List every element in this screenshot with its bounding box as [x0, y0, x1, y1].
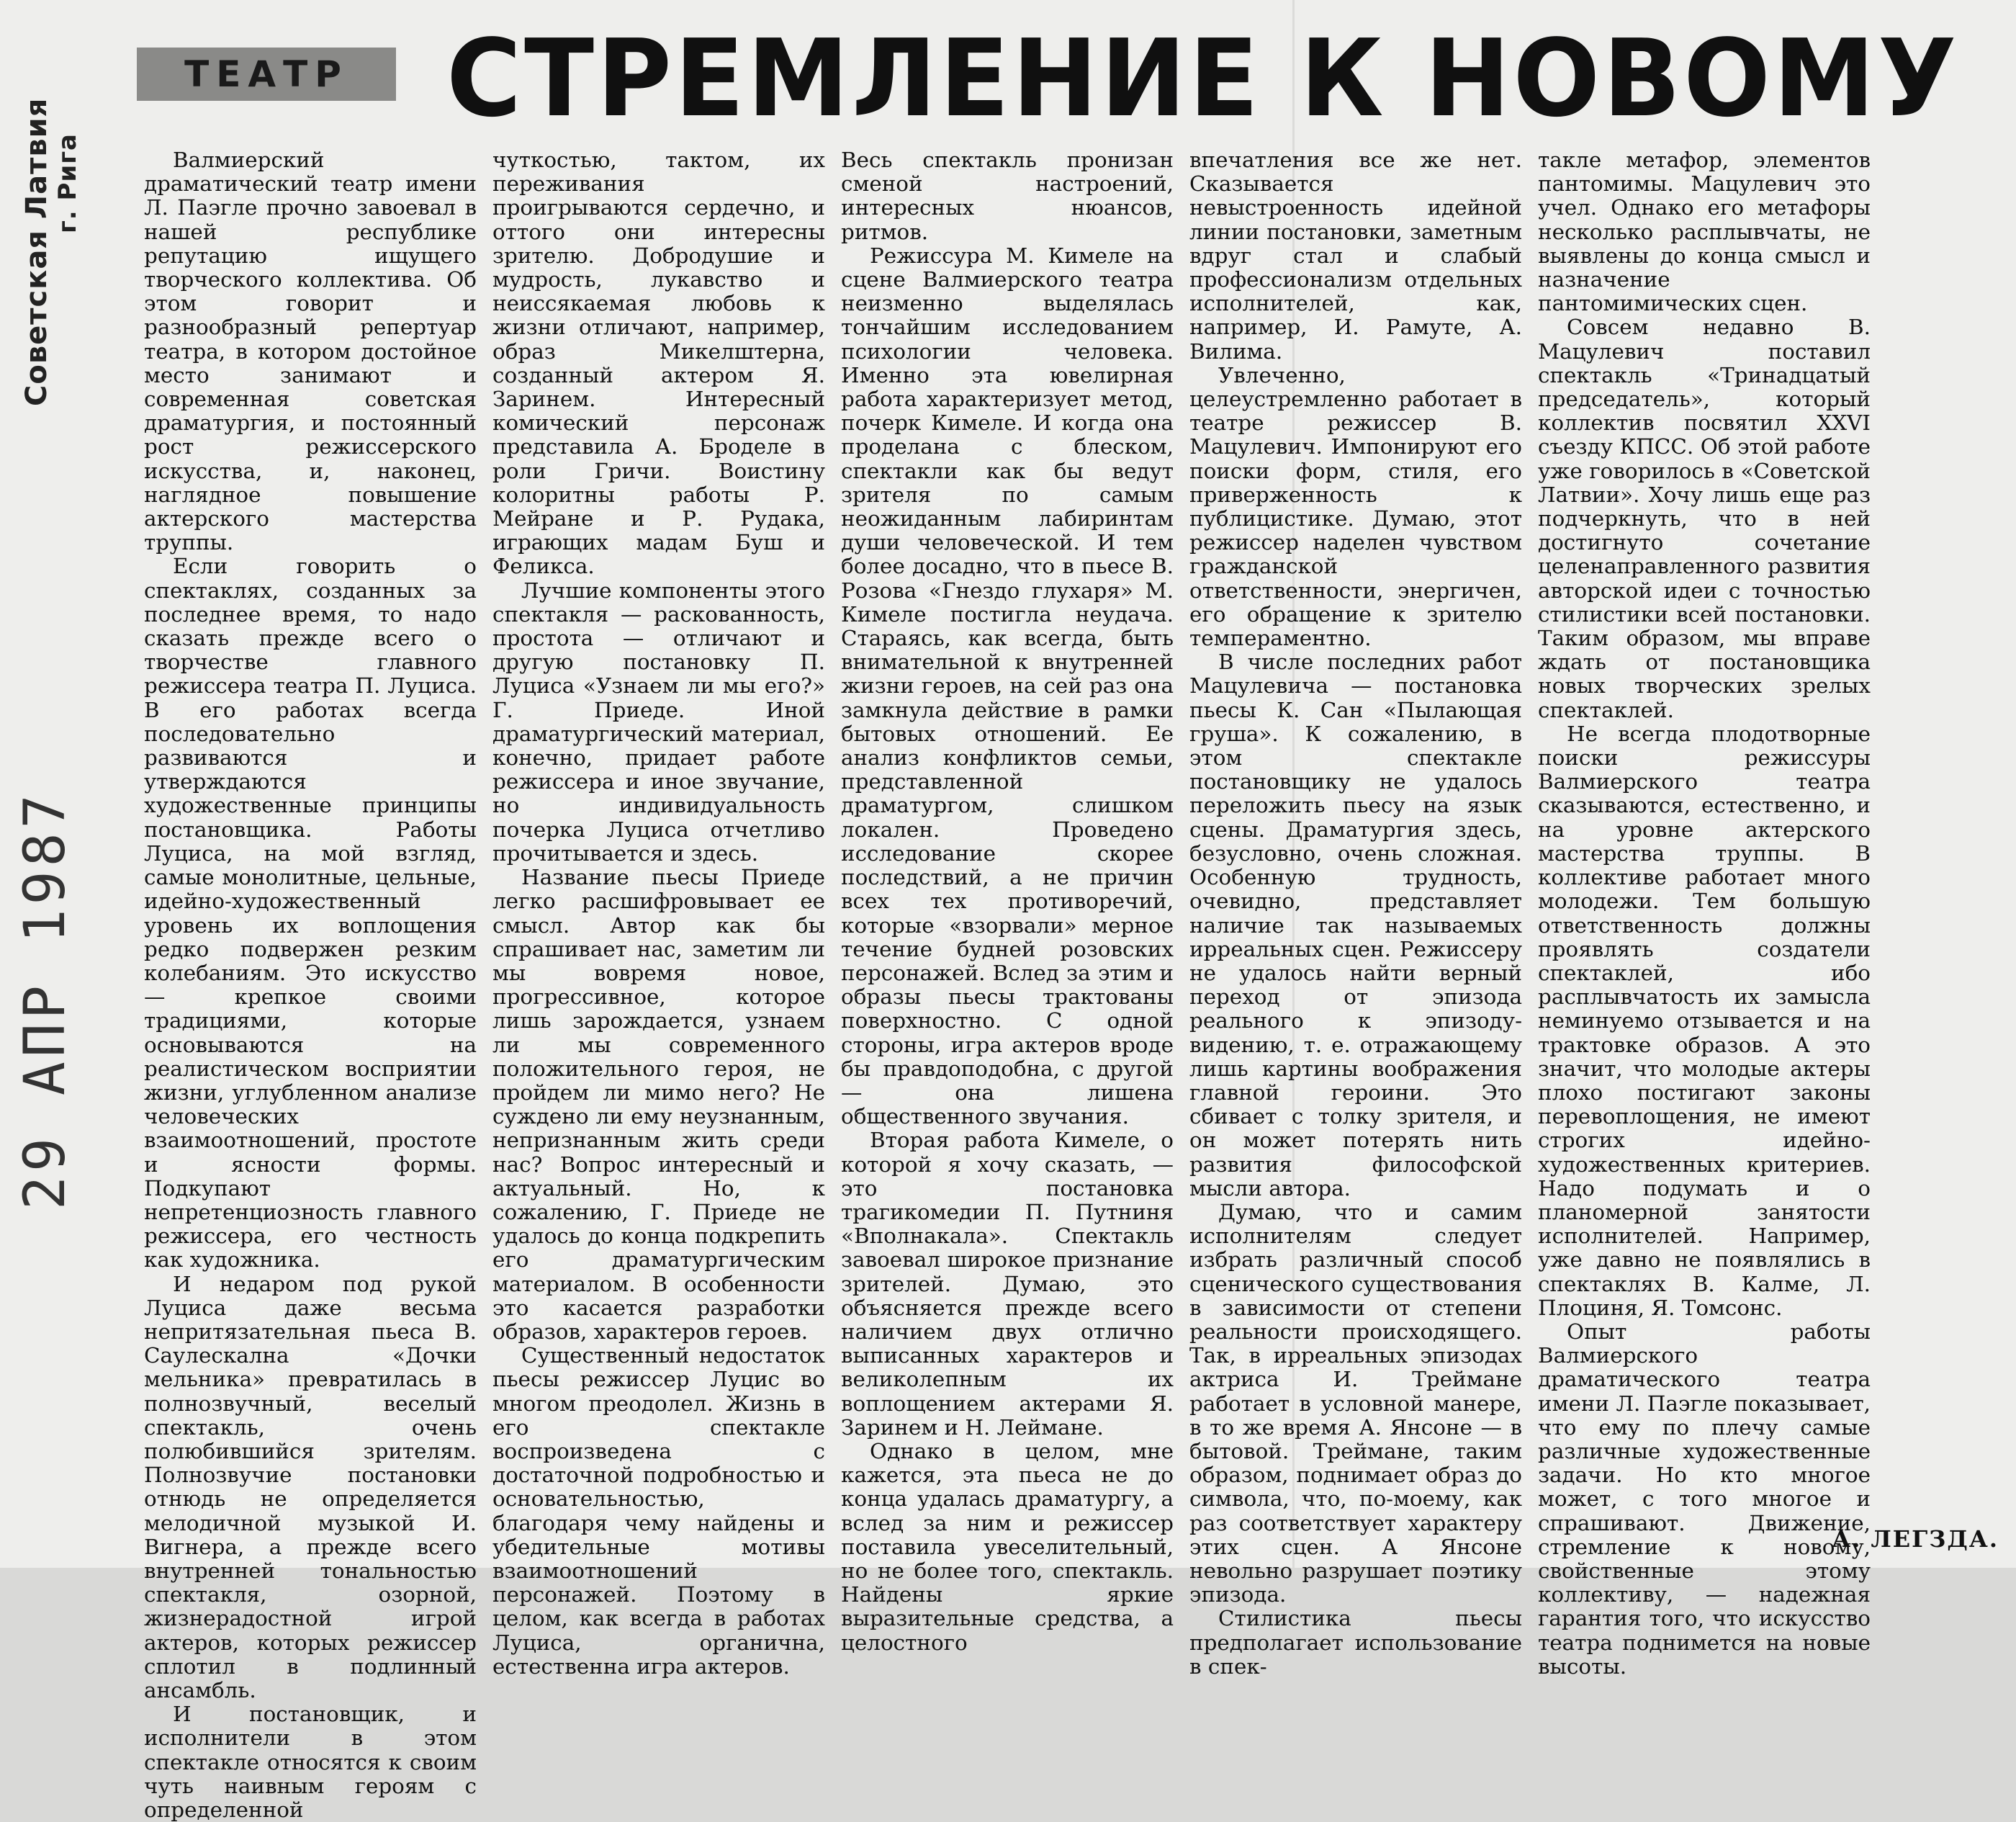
publication-name: Советская Латвия [20, 97, 53, 406]
publication-stamp [20, 98, 82, 406]
author-signature: А. ЛЕГЗДА. [1832, 1525, 1999, 1553]
paragraph: такле метафор, элементов пантомимы. Мацулевич это учел. Однако его метафоры несколько расплывчаты, не выявлены до конца смысл и назначение пантомимических сцен. [1538, 148, 1871, 316]
paragraph: Однако в целом, мне кажется, эта пьеса не до конца удалась драматургу, а вслед за ним и режиссер поставила увеселительный, но не более того, спектакль. Найдены яркие выразительные средства, а целостного [841, 1438, 1174, 1655]
date-stamp: 29 АПР 1987 [13, 790, 78, 1210]
paragraph: Вторая работа Кимеле, о которой я хочу сказать, — это постановка трагикомедии П. Путниня «Вполнакала». Спектакль завоевал широкое признание зрителей. Думаю, это объясняется прежде всего наличием двух отлично выписанных характеров и великолепным их воплощением актерами Я. Заринем и Н. Лейманe. [841, 1128, 1174, 1440]
paragraph: Лучшие компоненты этого спектакля — раскованность, простота — отличают и другую постановку П. Луциса «Узнаем ли мы его?» Г. Приеде. Иной драматургический материал, конечно, придает работе режиссера и иное звучание, но индивидуальность почерка Луциса отчетливо прочитывается и здесь. [492, 578, 825, 866]
paragraph: Не всегда плодотворные поиски режиссуры Валмиерского театра сказываются, естественно, и на уровне актерского мастерства труппы. В коллективе работает много молодежи. Тем большую ответственность должны проявлять создатели спектаклей, ибо расплывчатость их замысла неминуемо отзывается и на трактовке образов. А это значит, что молодые актеры плохо постигают законы перевоплощения, не имеют строгих идейно-художественных критериев. Надо подумать и о планомерной занятости исполнителей. Например, уже давно не появлялись в спектаклях В. Калме, Л. Плоциня, Я. Томсонс. [1538, 721, 1871, 1320]
paragraph: Название пьесы Приеде легко расшифровывает ее смысл. Автор как бы спрашивает нас, заметим ли мы вовремя новое, прогрессивное, которое лишь зарождается, узнаем ли мы современного положительного героя, не пройдем ли мимо него? Не суждено ли ему неузнанным, непризнанным жить среди нас? Вопрос интересный и актуальный. Но, к сожалению, Г. Приеде не удалось до конца подкрепить его драматургическим материалом. В особенности это касается разработки образов, характеров героев. [492, 865, 825, 1344]
paragraph: И постановщик, и исполнители в этом спектакле относятся к своим чуть наивным героям с определенной [144, 1702, 477, 1822]
paragraph: Режиссура М. Кимеле на сцене Валмиерского театра неизменно выделялась тончайшим исследованием психологии человека. Именно эта ювелирная работа характеризует метод, почерк Кимеле. И когда она проделана с блеском, спектакли как бы ведут зрителя по самым неожиданным лабиринтам души человеческой. И тем более досадно, что в пьесе В. Розова «Гнездо глухаря» М. Кимеле постигла неудача. Стараясь, как всегда, быть внимательной к внутренней жизни героев, на сей раз она замкнула действие в рамки бытовых отношений. Ее анализ конфликтов семьи, представленной драматургом, слишком локален. Проведено исследование скорее последствий, а не причин всех тех противоречий, которые «взорвали» мерное течение будней розовских персонажей. Вслед за этим и образы пьесы трактованы поверхностно. С одной стороны, игра актеров вроде бы правдоподобна, с другой — она лишена общественного звучания. [841, 243, 1174, 1129]
paragraph: Валмиерский драматический театр имени Л. Паэгле прочно завоевал в нашей республике репутацию ищущего творческого коллектива. Об этом говорит и разнообразный репертуар театра, в котором достойное место занимают и современная советская драматургия, и постоянный рост режиссерского искусства, и, наконец, наглядное повышение актерского мастерства труппы. [144, 148, 477, 555]
column-2 [492, 148, 825, 1679]
paragraph: Стилистика пьесы предполагает использование в спек- [1189, 1606, 1522, 1679]
paragraph: Существенный недостаток пьесы режиссер Луцис во многом преодолел. Жизнь в его спектакле воспроизведена с достаточной подробностью и основательностью, благодаря чему найдены и убедительные мотивы взаимоотношений персонажей. Поэтому в целом, как всегда в работах Луциса, органична, естественна игра актеров. [492, 1343, 825, 1679]
column-4 [1189, 148, 1522, 1679]
publication-city: г. Рига [53, 133, 82, 233]
paragraph: И недаром под рукой Луциса даже весьма непритязательная пьеса В. Саулескална «Дочки мельника» превратилась в полнозвучный, веселый спектакль, очень полюбившийся зрителям. Полнозвучие постановки отнюдь не определяется мелодичной музыкой И. Вигнера, а прежде всего внутренней тональностью спектакля, озорной, жизнерадостной игрой актеров, которых режиссер сплотил в подлинный ансамбль. [144, 1271, 477, 1702]
paragraph: Если говорить о спектаклях, созданных за последнее время, то надо сказать прежде всего о творчестве главного режиссера театра П. Луциса. В его работах всегда последовательно развиваются и утверждаются художественные принципы постановщика. Работы Луциса, на мой взгляд, самые монолитные, цельные, идейно-художественный уровень их воплощения редко подвержен резким колебаниям. Это искусство — крепкое своими традициями, которые основываются на реалистическом восприятии жизни, углубленном анализе человеческих взаимоотношений, простоте и ясности формы. Подкупают непретенциозность главного режиссера, его честность как художника. [144, 554, 477, 1273]
paragraph: Опыт работы Валмиерского драматического театра имени Л. Паэгле показывает, что ему по плечу самые различные художественные задачи. Но кто многое может, с того многое и спрашивают. Движение, стремление к новому, свойственные этому коллективу, — надежная гарантия того, что искусство театра поднимется на новые высоты. [1538, 1319, 1871, 1679]
paragraph: впечатления все же нет. Сказывается невыстроенность идейной линии постановки, заметным вдруг стал и слабый профессионализм отдельных исполнителей, как, например, И. Рамуте, А. Вилима. [1189, 148, 1522, 364]
paragraph: В числе последних работ Мацулевича — постановка пьесы К. Сан «Пылающая груша». К сожалению, в этом спектакле постановщику не удалось переложить пьесу на язык сцены. Драматургия здесь, безусловно, очень сложная. Особенную трудность, очевидно, представляет наличие так называемых ирреальных сцен. Режиссеру не удалось найти верный переход от эпизода реального к эпизоду-видению, т. е. отражающему лишь картины воображения главной героини. Это сбивает с толку зрителя, и он может потерять нить развития философской мысли автора. [1189, 650, 1522, 1201]
rubric-label: ТЕАТР [137, 48, 396, 101]
paragraph: Совсем недавно В. Мацулевич поставил спектакль «Тринадцатый председатель», который коллектив посвятил XXVI съезду КПСС. Об этой работе уже говорилось в «Советской Латвии». Хочу лишь еще раз подчеркнуть, что в ней достигнуто сочетание целенаправленного развития авторской идеи с точностью стилистики всей постановки. Таким образом, мы вправе ждать от постановщика новых творческих зрелых спектаклей. [1538, 315, 1871, 722]
column-3 [841, 148, 1174, 1655]
paragraph: Весь спектакль пронизан сменой настроений, интересных нюансов, ритмов. [841, 148, 1174, 244]
paragraph: чуткостью, тактом, их переживания проигрываются сердечно, и оттого они интересны зрителю. Добродушие и мудрость, лукавство и неиссякаемая любовь к жизни отличают, например, образ Микелштерна, созданный актером Я. Заринем. Интересный комический персонаж представила А. Броделе в роли Гричи. Воистину колоритны работы Р. Мейране и Р. Рудака, играющих мадам Буш и Феликса. [492, 148, 825, 579]
column-5 [1538, 148, 1871, 1679]
headline: СТРЕМЛЕНИЕ К НОВОМУ [446, 17, 1960, 140]
column-1 [144, 148, 477, 1822]
paragraph: Увлеченно, целеустремленно работает в театре режиссер В. Мацулевич. Импонируют его поиски форм, стиля, его приверженность к публицистике. Думаю, этот режиссер наделен чувством гражданской ответственности, энергичен, его обращение к зрителю темпераментно. [1189, 362, 1522, 651]
article-body [144, 148, 2009, 1822]
paragraph: Думаю, что и самим исполнителям следует избрать различный способ сценического существования в зависимости от степени реальности происходящего. Так, в ирреальных эпизодах актриса И. Трейманe работает в условной манере, в то же время А. Янсоне — в бытовой. Трейманe, таким образом, поднимает образ до символа, что, по-моему, как раз соответствует характеру этих сцен. А Янсоне невольно разрушает поэтику эпизода. [1189, 1199, 1522, 1607]
